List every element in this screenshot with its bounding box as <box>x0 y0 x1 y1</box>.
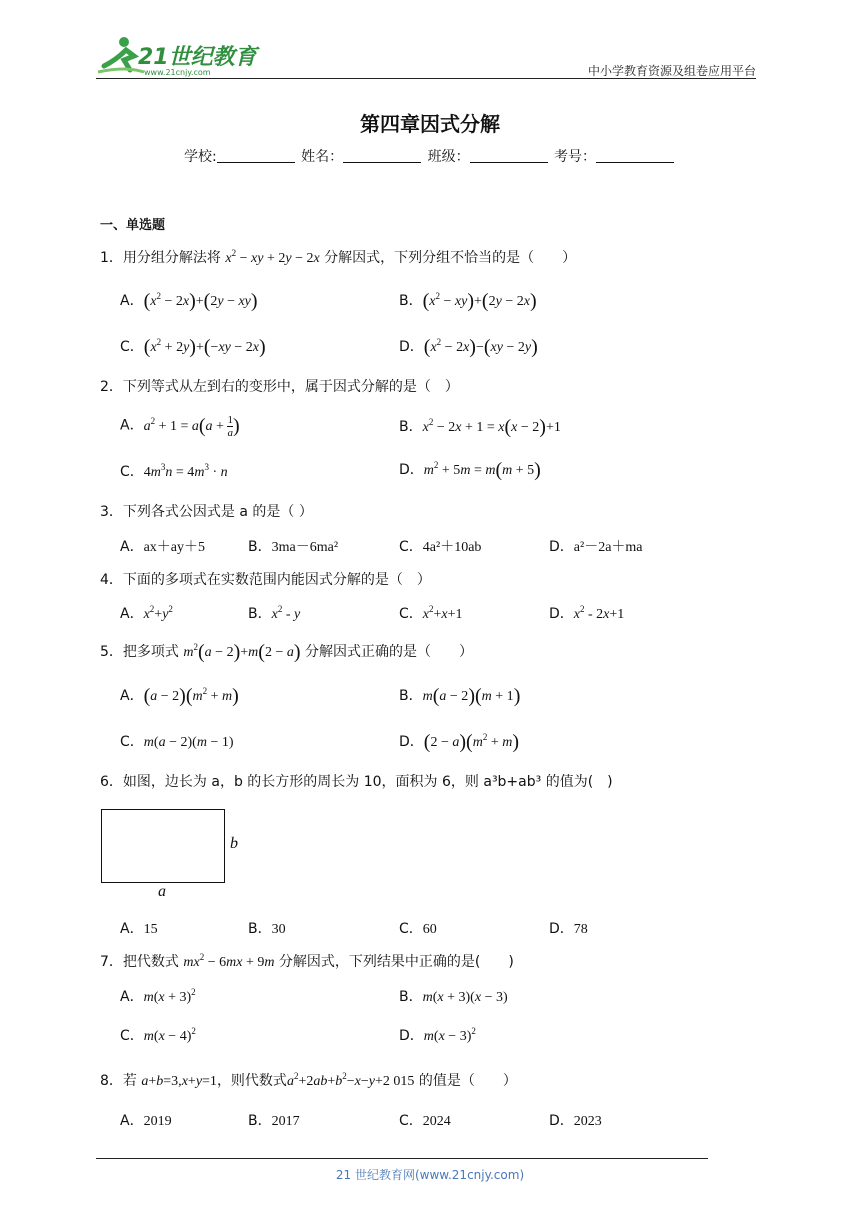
question-3: 3．下列各式公因式是 a 的是（ ） <box>100 504 313 520</box>
question-2: 2．下列等式从左到右的变形中，属于因式分解的是（ ） <box>100 379 459 395</box>
q4-option-b[interactable]: B．$x^2$ - y <box>248 604 301 622</box>
q3-option-d[interactable]: D．a²－2a＋ma <box>549 539 643 555</box>
svg-text:21世纪教育: 21世纪教育 <box>138 45 257 70</box>
runner-logo-icon <box>96 36 261 78</box>
q6-option-c[interactable]: C．60 <box>399 921 437 937</box>
q1-option-a[interactable]: A．$(x^2 - 2x)+(2y - xy)$ <box>120 290 258 312</box>
q1-option-b[interactable]: B．$(x^2 - xy)+(2y - 2x)$ <box>399 290 537 312</box>
q6-option-d[interactable]: D．78 <box>549 921 588 937</box>
q5-option-a[interactable]: A．$(a - 2)(m^2 + m)$ <box>120 685 239 707</box>
platform-label: 中小学教育资源及组卷应用平台 <box>587 64 756 78</box>
question-6: 6．如图，边长为 a，b 的长方形的周长为 10，面积为 6，则 a³b+ab³ 的值为( ) <box>100 774 613 790</box>
q1-option-d[interactable]: D．$(x^2 - 2x)-(xy - 2y)$ <box>399 336 538 358</box>
q3-option-a[interactable]: A．ax＋ay＋5 <box>120 539 206 555</box>
q6-option-b[interactable]: B．30 <box>248 921 286 937</box>
q3-option-b[interactable]: B．3ma－6ma² <box>248 539 339 555</box>
class-field[interactable] <box>470 148 548 163</box>
q4-option-d[interactable]: D．$x^2 - 2x+1$ <box>549 604 625 622</box>
figure-label-a: a <box>158 883 166 900</box>
name-label: 姓名： <box>301 149 344 165</box>
name-field[interactable] <box>343 148 421 163</box>
q7-option-c[interactable]: C．$m(x - 4)^2$ <box>120 1026 196 1044</box>
question-8: 8．若 a+b=3,x+y=1，则代数式$a^2+2ab+b^2-x-y+2$ 015 的值是（ ） <box>100 1071 517 1089</box>
rectangle-figure <box>101 809 225 883</box>
school-label: 学校: <box>183 149 217 165</box>
q1-option-c[interactable]: C．$(x^2 + 2y)+(-xy - 2x)$ <box>120 336 266 358</box>
student-info <box>0 146 860 166</box>
svg-text:www.21cnjy.com: www.21cnjy.com <box>144 68 211 77</box>
q4-option-c[interactable]: C．$x^2+x+1$ <box>399 604 463 622</box>
logo <box>96 36 261 78</box>
page-title: 第四章因式分解 <box>360 112 500 136</box>
q8-option-d[interactable]: D．2023 <box>549 1113 602 1129</box>
figure-label-b: b <box>230 835 238 852</box>
exam-no-label: 考号： <box>554 149 597 165</box>
school-field[interactable] <box>217 148 295 163</box>
header-divider <box>96 78 756 79</box>
exam-no-field[interactable] <box>596 148 674 163</box>
q8-option-c[interactable]: C．2024 <box>399 1113 451 1129</box>
question-4: 4．下面的多项式在实数范围内能因式分解的是（ ） <box>100 572 431 588</box>
q6-option-a[interactable]: A．15 <box>120 921 158 937</box>
q4-option-a[interactable]: A．$x^2+y^2$ <box>120 604 173 622</box>
q5-option-d[interactable]: D．$(2 - a)(m^2 + m)$ <box>399 731 520 753</box>
q2-option-c[interactable]: C．$4m^3n = 4m^3 \cdot n$ <box>120 462 228 480</box>
q5-option-c[interactable]: C．m(a − 2)(m − 1) <box>120 734 234 750</box>
question-5: 5．把多项式 $m^2(a - 2)+m(2 - a)$ 分解因式正确的是（ ） <box>100 641 473 663</box>
q8-option-a[interactable]: A．2019 <box>120 1113 172 1129</box>
q5-option-b[interactable]: B．m(a − 2)(m + 1) <box>399 685 521 707</box>
question-7: 7．把代数式 $mx^2 - 6mx + 9m$ 分解因式，下列结果中正确的是( ) <box>100 952 514 970</box>
q3-option-c[interactable]: C．4a²＋10ab <box>399 539 482 555</box>
footer-divider <box>96 1158 708 1159</box>
q2-option-a[interactable]: A．$a^2 + 1 = a(a$ + $\frac{1}{a}$ ) <box>120 414 240 439</box>
section-heading: 一、单选题 <box>100 218 166 233</box>
class-label: 班级： <box>427 149 470 165</box>
q7-option-a[interactable]: A．$m(x + 3)^2$ <box>120 987 196 1005</box>
q7-option-b[interactable]: B．m(x + 3)(x − 3) <box>399 989 508 1005</box>
footer-link[interactable]: 21 世纪教育网(www.21cnjy.com) <box>335 1168 525 1182</box>
q1-expression: $x^2$ − xy + 2y − 2x <box>225 248 320 266</box>
q2-option-b[interactable]: B．$x^2 - 2x + 1 = x(x - 2)+1$ <box>399 416 561 438</box>
q2-option-d[interactable]: D．$m^2 + 5m = m(m + 5)$ <box>399 459 541 481</box>
q8-option-b[interactable]: B．2017 <box>248 1113 300 1129</box>
q7-option-d[interactable]: D．$m(x - 3)^2$ <box>399 1026 476 1044</box>
question-1: 1．用分组分解法将 $x^2$ − xy + 2y − 2x 分解因式，下列分组不恰当的是（ ） <box>100 248 577 266</box>
